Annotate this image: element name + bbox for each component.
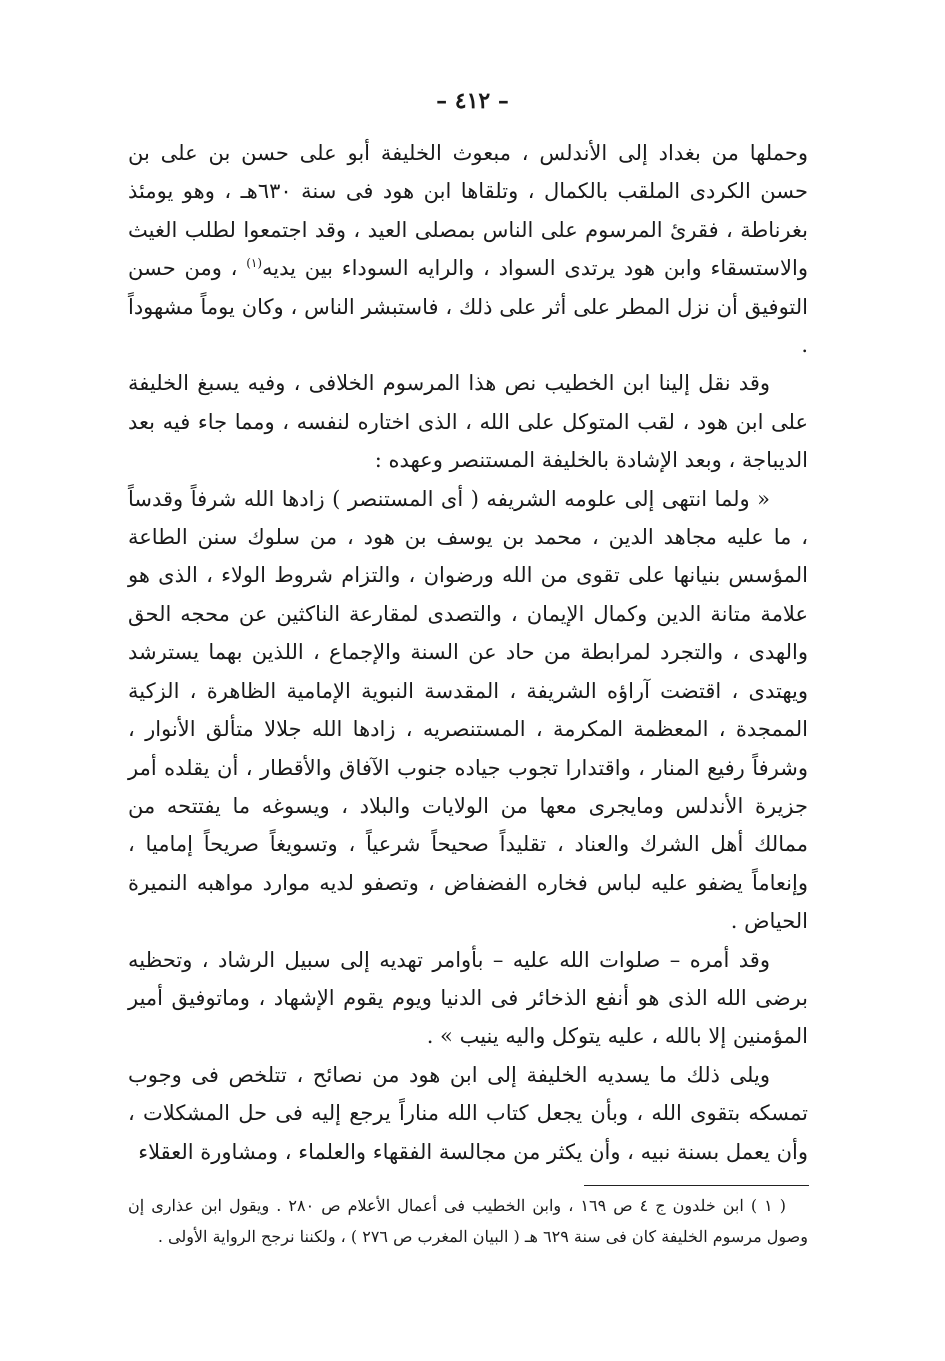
paragraph-3-quote: « ولما انتهى إلى علومه الشريفه ( أى المستنصر ) زادها الله شرفاً وقدساً ، ما عليه مجاهد الدين ، محمد بن يوسف بن هود ، من سلوك سنن الطاعة المؤسس بنيانها على تقوى من الله ورضوان ، والتزام شروط الولاء ، الذى هو علامة متانة الدين وكمال الإيمان ، والتصدى لمقارعة الناكثين عن محجه الحق والهدى ، والتجرد لمرابطة من حاد عن السنة والإجماع ، اللذين بهما يسترشد ويهتدى ، اقتضت آراؤه الشريفة ، المقدسة النبوية الإمامية الظاهرة ، الزكية الممجدة ، المعظمة المكرمة ، المستنصريه ، زادها الله جلالا متألق الأنوار ، وشرفاً رفيع المنار ، واقتدارا تجوب جياده جنوب الآفاق والأقطار ، أن يقلده أمر جزيرة الأندلس ومايجرى معها من الولايات والبلاد ، ويسوغه ما يفتتحه من ممالك أهل الشرك والعناد ، تقليداً صحيحاً شرعياً ، وتسويغاً صريحاً إماميا ، وإنعاماً يضفو عليه لباس فخاره الفضفاض ، وتصفو لديه موارد مواهبه النميرة الحياض . [128, 486, 808, 934]
paragraph-1-tail: ، ومن حسن التوفيق أن نزل المطر على أثر على ذلك ، فاستبشر الناس ، وكان يوماً مشهوداً . [128, 256, 808, 358]
paragraph-1-text: وحملها من بغداد إلى الأندلس ، مبعوث الخليفة أبو على حسن بن على بن حسن الكردى الملقب بالكمال ، وتلقاها ابن هود فى سنة ٦٣٠هـ ، وهو يومئذ بغرناطة ، فقرئ المرسوم على الناس بمصلى العيد ، وقد اجتمعوا لطلب الغيث والاستسقاء وابن هود يرتدى السواد ، والرايه السوداء بين يديه [128, 141, 808, 281]
footnote-1: ( ١ ) ابن خلدون ج ٤ ص ١٦٩ ، وابن الخطيب فى أعمال الأعلام ص ٢٨٠ . ويقول ابن عذارى إن وصول مرسوم الخليفة كان فى سنة ٦٢٩ هـ ( البيان المغرب ص ٢٧٦ ) ، ولكننا نرجح الرواية الأولى . [128, 1196, 808, 1246]
main-text [128, 134, 808, 1171]
page-number: – ٤١٢ – [436, 88, 509, 114]
paragraph-2: وقد نقل إلينا ابن الخطيب نص هذا المرسوم الخلافى ، وفيه يسبغ الخليفة على ابن هود ، لقب المتوكل على الله ، الذى اختاره لنفسه ، ومما جاء فيه بعد الديباجة ، وبعد الإشادة بالخليفة المستنصر وعهده : [128, 371, 808, 473]
footnote-divider [584, 1185, 809, 1186]
paragraph-5: ويلى ذلك ما يسديه الخليفة إلى ابن هود من نصائح ، تتلخص فى وجوب تمسكه بتقوى الله ، وبأن يجعل كتاب الله مناراً يرجع إليه فى حل المشكلات ، وأن يعمل بسنة نبيه ، وأن يكثر من مجالسة الفقهاء والعلماء ، ومشاورة العقلاء [128, 1062, 808, 1164]
footnotes [128, 1190, 808, 1252]
paragraph-1 [128, 134, 808, 364]
footnote-reference: (١) [246, 256, 263, 271]
paragraph-4: وقد أمره – صلوات الله عليه – بأوامر تهديه إلى سبيل الرشاد ، وتحظيه برضى الله الذى هو أنفع الذخائر فى الدنيا ويوم يقوم الإشهاد ، وماتوفيق أمير المؤمنين إلا بالله ، عليه يتوكل واليه ينيب » . [128, 947, 808, 1049]
